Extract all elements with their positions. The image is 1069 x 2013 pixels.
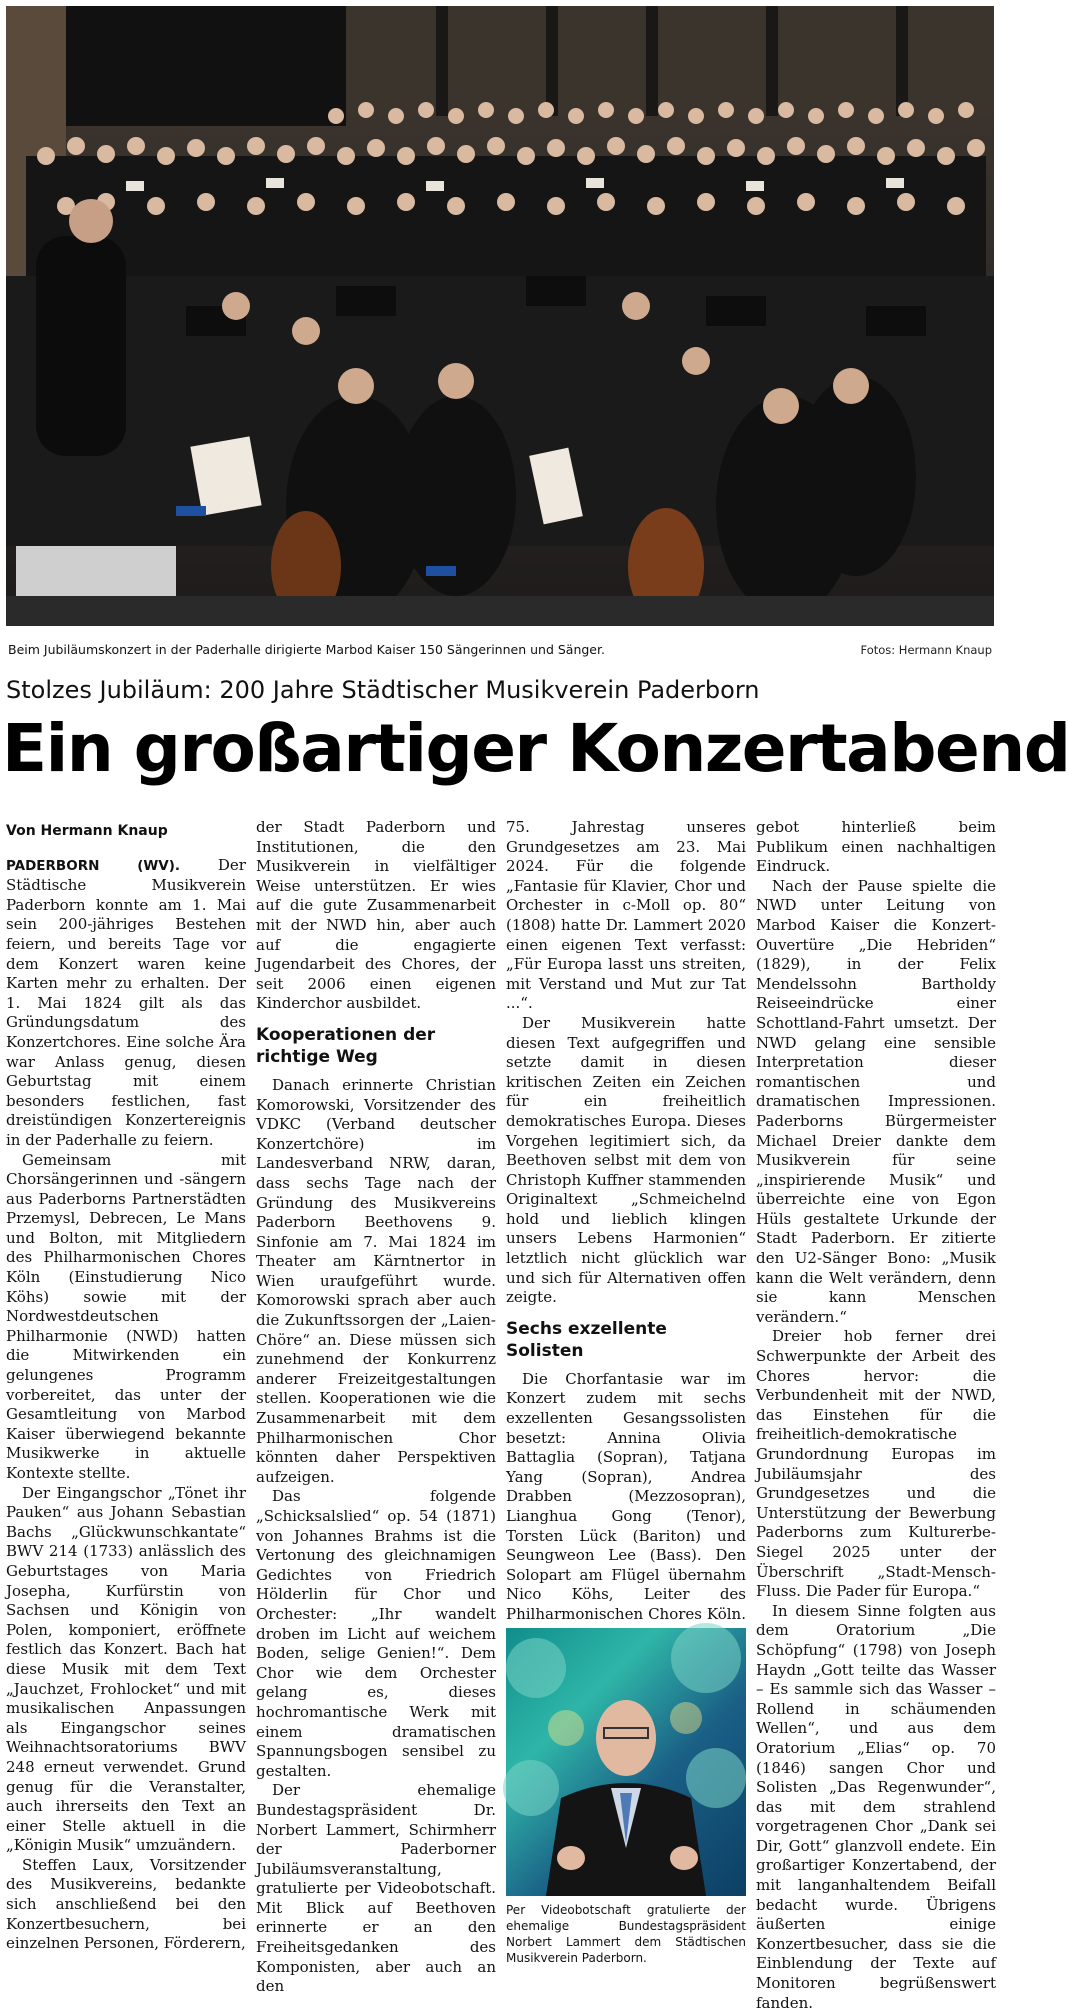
lammert-video-photo xyxy=(506,1628,746,1896)
photo-caption: Beim Jubiläumskonzert in der Paderhalle dirigierte Marbod Kaiser 150 Sängerinnen und Sänger. xyxy=(8,642,605,657)
byline: Von Hermann Knaup xyxy=(6,823,168,839)
paragraph: Der Musikverein hatte diesen Text aufgegriffen und setzte damit in diesen kritischen Zeiten ein Zeichen für ein freiheitlich demokratisches Europa. Dieses Vorgehen legitimiert sich, da Beethoven selbst mit dem von Christoph Kuffner stammenden Originaltext „Schmeichelnd hold und lieblich klingen unsers Lebens Harmonien“ letztlich nicht glücklich war und sich für Alternativen offen zeigte. xyxy=(506,1013,746,1307)
paragraph-text: Der Städtische Musikverein Paderborn konnte am 1. Mai sein 200-jähriges Bestehen feiern, und bereits Tage vor dem Konzert waren keine Karten mehr zu erhalten. Der 1. Mai 1824 gilt als das Gründungsdatum des Konzertchores. Eine solche Ära war Anlass genug, diesen Geburtstag mit einem besonders festlichen, fast dreistündigen Konzertereignis in der Paderhalle zu feiern. xyxy=(6,855,246,1149)
lammert-photo-illustration xyxy=(506,1628,746,1896)
paragraph: Gemeinsam mit Chorsängerinnen und -sängern aus Paderborns Partnerstädten Przemysl, Debrecen, Le Mans und Bolton, mit Mitgliedern des Philharmonischen Chores Köln (Einstudierung Nico Köhs) sowie mit der Nordwestdeutschen Philharmonie (NWD) hatten die Mitwirkenden ein gelungenes Programm vorbereitet, das unter der Gesamtleitung von Marbod Kaiser überwiegend bekannte Musikwerke in aktuelle Kontexte stellte. xyxy=(6,1150,246,1482)
article-headline: Ein großartiger Konzertabend xyxy=(2,710,1069,787)
lammert-photo-caption: Per Videobotschaft gratulierte der ehemalige Bundestagspräsident Norbert Lammert dem Städtischen Musikverein Paderborn. xyxy=(506,1903,746,1965)
article-subtitle: Stolzes Jubiläum: 200 Jahre Städtischer Musikverein Paderborn xyxy=(6,676,760,704)
photo-caption-row xyxy=(8,642,992,664)
section-subheading: Sechs exzellente Solisten xyxy=(506,1318,667,1361)
paragraph: In diesem Sinne folgten aus dem Oratorium „Die Schöpfung“ (1798) von Joseph Haydn „Gott teilte das Wasser – Es sammle sich das Wasser – Rollend in schäumenden Wellen“, und aus dem Oratorium „Elias“ op. 70 (1846) sangen Chor und Solisten „Das Regenwunder“, das mit dem strahlend vorgetragenen Chor „Dank sei Dir, Gott“ glanzvoll endete. Ein großartiger Konzertabend, der mit langanhaltendem Beifall bedacht wurde. Übrigens äußerten einige Konzertbesucher, dass sie die Einblendung der Texte auf Monitoren begrüßenswert fanden. xyxy=(756,1601,996,2012)
paragraph: gebot hinterließ beim Publikum einen nachhaltigen Eindruck. xyxy=(756,818,996,876)
concert-photo xyxy=(6,6,994,626)
paragraph: Der ehemalige Bundestagspräsident Dr. Norbert Lammert, Schirmherr der Paderborner Jubiläumsveranstaltung, gratulierte per Videobotschaft. Mit Blick auf Beethoven erinnerte er an den Freiheitsgedanken des Komponisten, aber auch an den xyxy=(256,1781,496,1996)
article-column-3 xyxy=(506,818,746,1644)
paragraph: Die Chorfantasie war im Konzert zudem mit sechs exzellenten Gesangssolisten besetzt: Annina Olivia Battaglia (Sopran), Tatjana Yang (Sopran), Andrea Drabben (Mezzosopran), Lianghua Gong (Tenor), Torsten Lück (Bariton) und Seungweon Lee (Bass). Den Solopart am Flügel übernahm Nico Köhs, Leiter des Philharmonischen Chores Köln. xyxy=(506,1369,746,1623)
paragraph: Das folgende „Schicksalslied“ op. 54 (1871) von Johannes Brahms ist die Vertonung des gleichnamigen Gedichtes von Friedrich Hölderlin für Chor und Orchester: „Ihr wandelt droben im Licht auf weichem Boden, selige Genien!“. Dem Chor wie dem Orchester gelang es, dieses hochromantische Werk mit einem dramatischen Spannungsbogen sensibel zu gestalten. xyxy=(256,1487,496,1780)
section-subheading: Kooperationen der richtige Weg xyxy=(256,1024,436,1067)
paragraph: Dreier hob ferner drei Schwerpunkte der Arbeit des Chores hervor: die Verbundenheit mit der NWD, das Einstehen für die freiheitlich-demokratische Grundordnung Europas im Jubiläumsjahr des Grundgesetzes und die Unterstützung der Bewerbung Paderborns zum Kulturerbe-Siegel 2025 unter der Überschrift „Stadt-Mensch-Fluss. Die Pader für Europa.“ xyxy=(756,1327,996,1601)
photo-credit: Fotos: Hermann Knaup xyxy=(860,643,992,657)
article-column-1 xyxy=(6,818,246,1954)
dateline: PADERBORN (WV). xyxy=(6,857,181,874)
concert-photo-illustration xyxy=(6,6,994,626)
paragraph: der Stadt Paderborn und Institutionen, die den Musikverein in vielfältiger Weise unterstützen. Er wies auf die gute Zusammenarbeit mit der NWD hin, aber auch auf die engagierte Jugendarbeit des Chores, der seit 2006 einen eigenen Kinderchor ausbildet. xyxy=(256,818,496,1013)
paragraph: Danach erinnerte Christian Komorowski, Vorsitzender des VDKC (Verband deutscher Konzertchöre) im Landesverband NRW, daran, dass sechs Tage nach der Gründung des Musikvereins Paderborn Beethovens 9. Sinfonie am 7. Mai 1824 im Theater am Kärntnertor in Wien uraufgeführt wurde. Komorowski sprach aber auch die Zukunftssorgen der „Laien-Chöre“ an. Diese müssen sich zunehmend der Konkurrenz anderer Freizeitgestaltungen stellen. Kooperationen wie die Zusammenarbeit mit dem Philharmonischen Chor könnten daher Perspektiven aufzeigen. xyxy=(256,1075,496,1486)
paragraph: Nach der Pause spielte die NWD unter Leitung von Marbod Kaiser die Konzert-Ouvertüre „Die Hebriden“ (1829), in der Felix Mendelssohn Bartholdy Reiseeindrücke einer Schottland-Fahrt umsetzt. Der NWD gelang eine sensible Interpretation dieser romantischen und dramatischen Impressionen. Paderborns Bürgermeister Michael Dreier dankte dem Musikverein für seine „inspirierende Musik“ und überreichte eine von Egon Hüls gestaltete Urkunde der Stadt Paderborn. Er zitierte den U2-Sänger Bono: „Musik kann die Welt verändern, denn sie kann Menschen verändern.“ xyxy=(756,876,996,1326)
paragraph: Steffen Laux, Vorsitzender des Musikvereins, bedankte sich anschließend bei den Konzertbesuchern, bei einzelnen Personen, Förderern, xyxy=(6,1855,246,1953)
paragraph: Der Eingangschor „Tönet ihr Pauken“ aus Johann Sebastian Bachs „Glückwunschkantate“ BWV 214 (1733) anlässlich des Geburtstages von Maria Josepha, Kurfürstin von Sachsen und Königin von Polen, komponiert, eröffnete festlich das Konzert. Bach hat diese Musik mit dem Text „Jauchzet, Frohlocket“ und mit musikalischen Anpassungen als Eingangschor seines Weihnachtsoratoriums BWV 248 erneut verwendet. Grund genug für die Veranstalter, auch ihrerseits den Text an einer Stelle aktuell in die „Königin Musik“ umzuändern. xyxy=(6,1483,246,1855)
article-column-4 xyxy=(756,818,996,2013)
paragraph xyxy=(6,856,246,1151)
paragraph: 75. Jahrestag unseres Grundgesetzes am 23. Mai 2024. Für die folgende „Fantasie für Klavier, Chor und Orchester in c-Moll op. 80“ (1808) hatte Dr. Lammert 2020 einen eigenen Text verfasst: „Für Europa lasst uns streiten, mit Verstand und Mut zur Tat ...“. xyxy=(506,818,746,1013)
article-column-2 xyxy=(256,818,496,1997)
